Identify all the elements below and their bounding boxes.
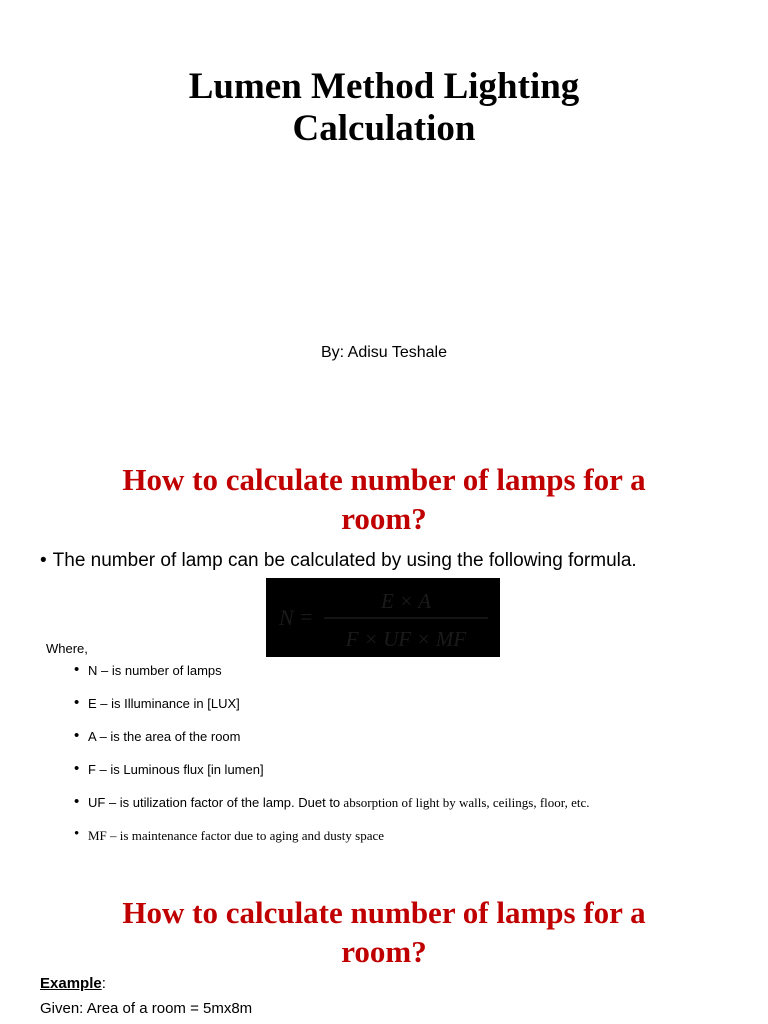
slide-title — [0, 66, 768, 150]
formula-equals: = — [300, 604, 313, 629]
formula-denominator: F × UF × MF — [345, 627, 467, 651]
section-heading-2-line-1: How to calculate number of lamps for a — [122, 895, 646, 930]
definition-uf-part-2: absorption of light by walls, ceilings, floor, etc. — [340, 795, 590, 810]
definition-uf-part-1: UF – is utilization factor of the lamp. Duet to — [88, 795, 341, 810]
slide-title-line-2: Calculation — [292, 108, 476, 149]
definition-item-mf: • MF – is maintenance factor due to aging and dusty space — [74, 827, 590, 860]
definition-item-uf — [74, 794, 590, 827]
given-text: Given: Area of a room = 5mx8m — [40, 1000, 253, 1017]
formula-numerator: E × A — [381, 589, 431, 613]
definition-item-f: • F – is Luminous flux [in lumen] — [74, 761, 590, 794]
bullet-icon: • — [40, 550, 47, 571]
author-byline: By: Adisu Teshale — [320, 344, 447, 361]
definitions-list — [74, 662, 590, 860]
section-heading-2-line-2: room? — [341, 934, 427, 969]
where-label: Where, — [46, 641, 88, 656]
formula-lhs: N — [279, 605, 294, 630]
definition-item-a: • A – is the area of the room — [74, 728, 590, 761]
section-heading-2 — [60, 893, 708, 971]
formula-svg — [266, 578, 500, 657]
slide-title-line-1: Lumen Method Lighting — [188, 66, 580, 107]
example-label-text: Example — [40, 975, 102, 992]
definition-item-e: • E – is Illuminance in [LUX] — [74, 695, 590, 728]
section-heading-1-line-1: How to calculate number of lamps for a — [122, 462, 646, 497]
section-heading-1 — [60, 460, 708, 538]
formula-image — [266, 578, 500, 657]
formula-intro-bullet — [40, 549, 637, 573]
example-label-colon: : — [101, 975, 106, 992]
definition-item-n: • N – is number of lamps — [74, 662, 590, 695]
formula-intro-text: The number of lamp can be calculated by using the following formula. — [52, 550, 637, 571]
section-heading-1-line-2: room? — [341, 501, 427, 536]
example-label — [40, 975, 106, 993]
